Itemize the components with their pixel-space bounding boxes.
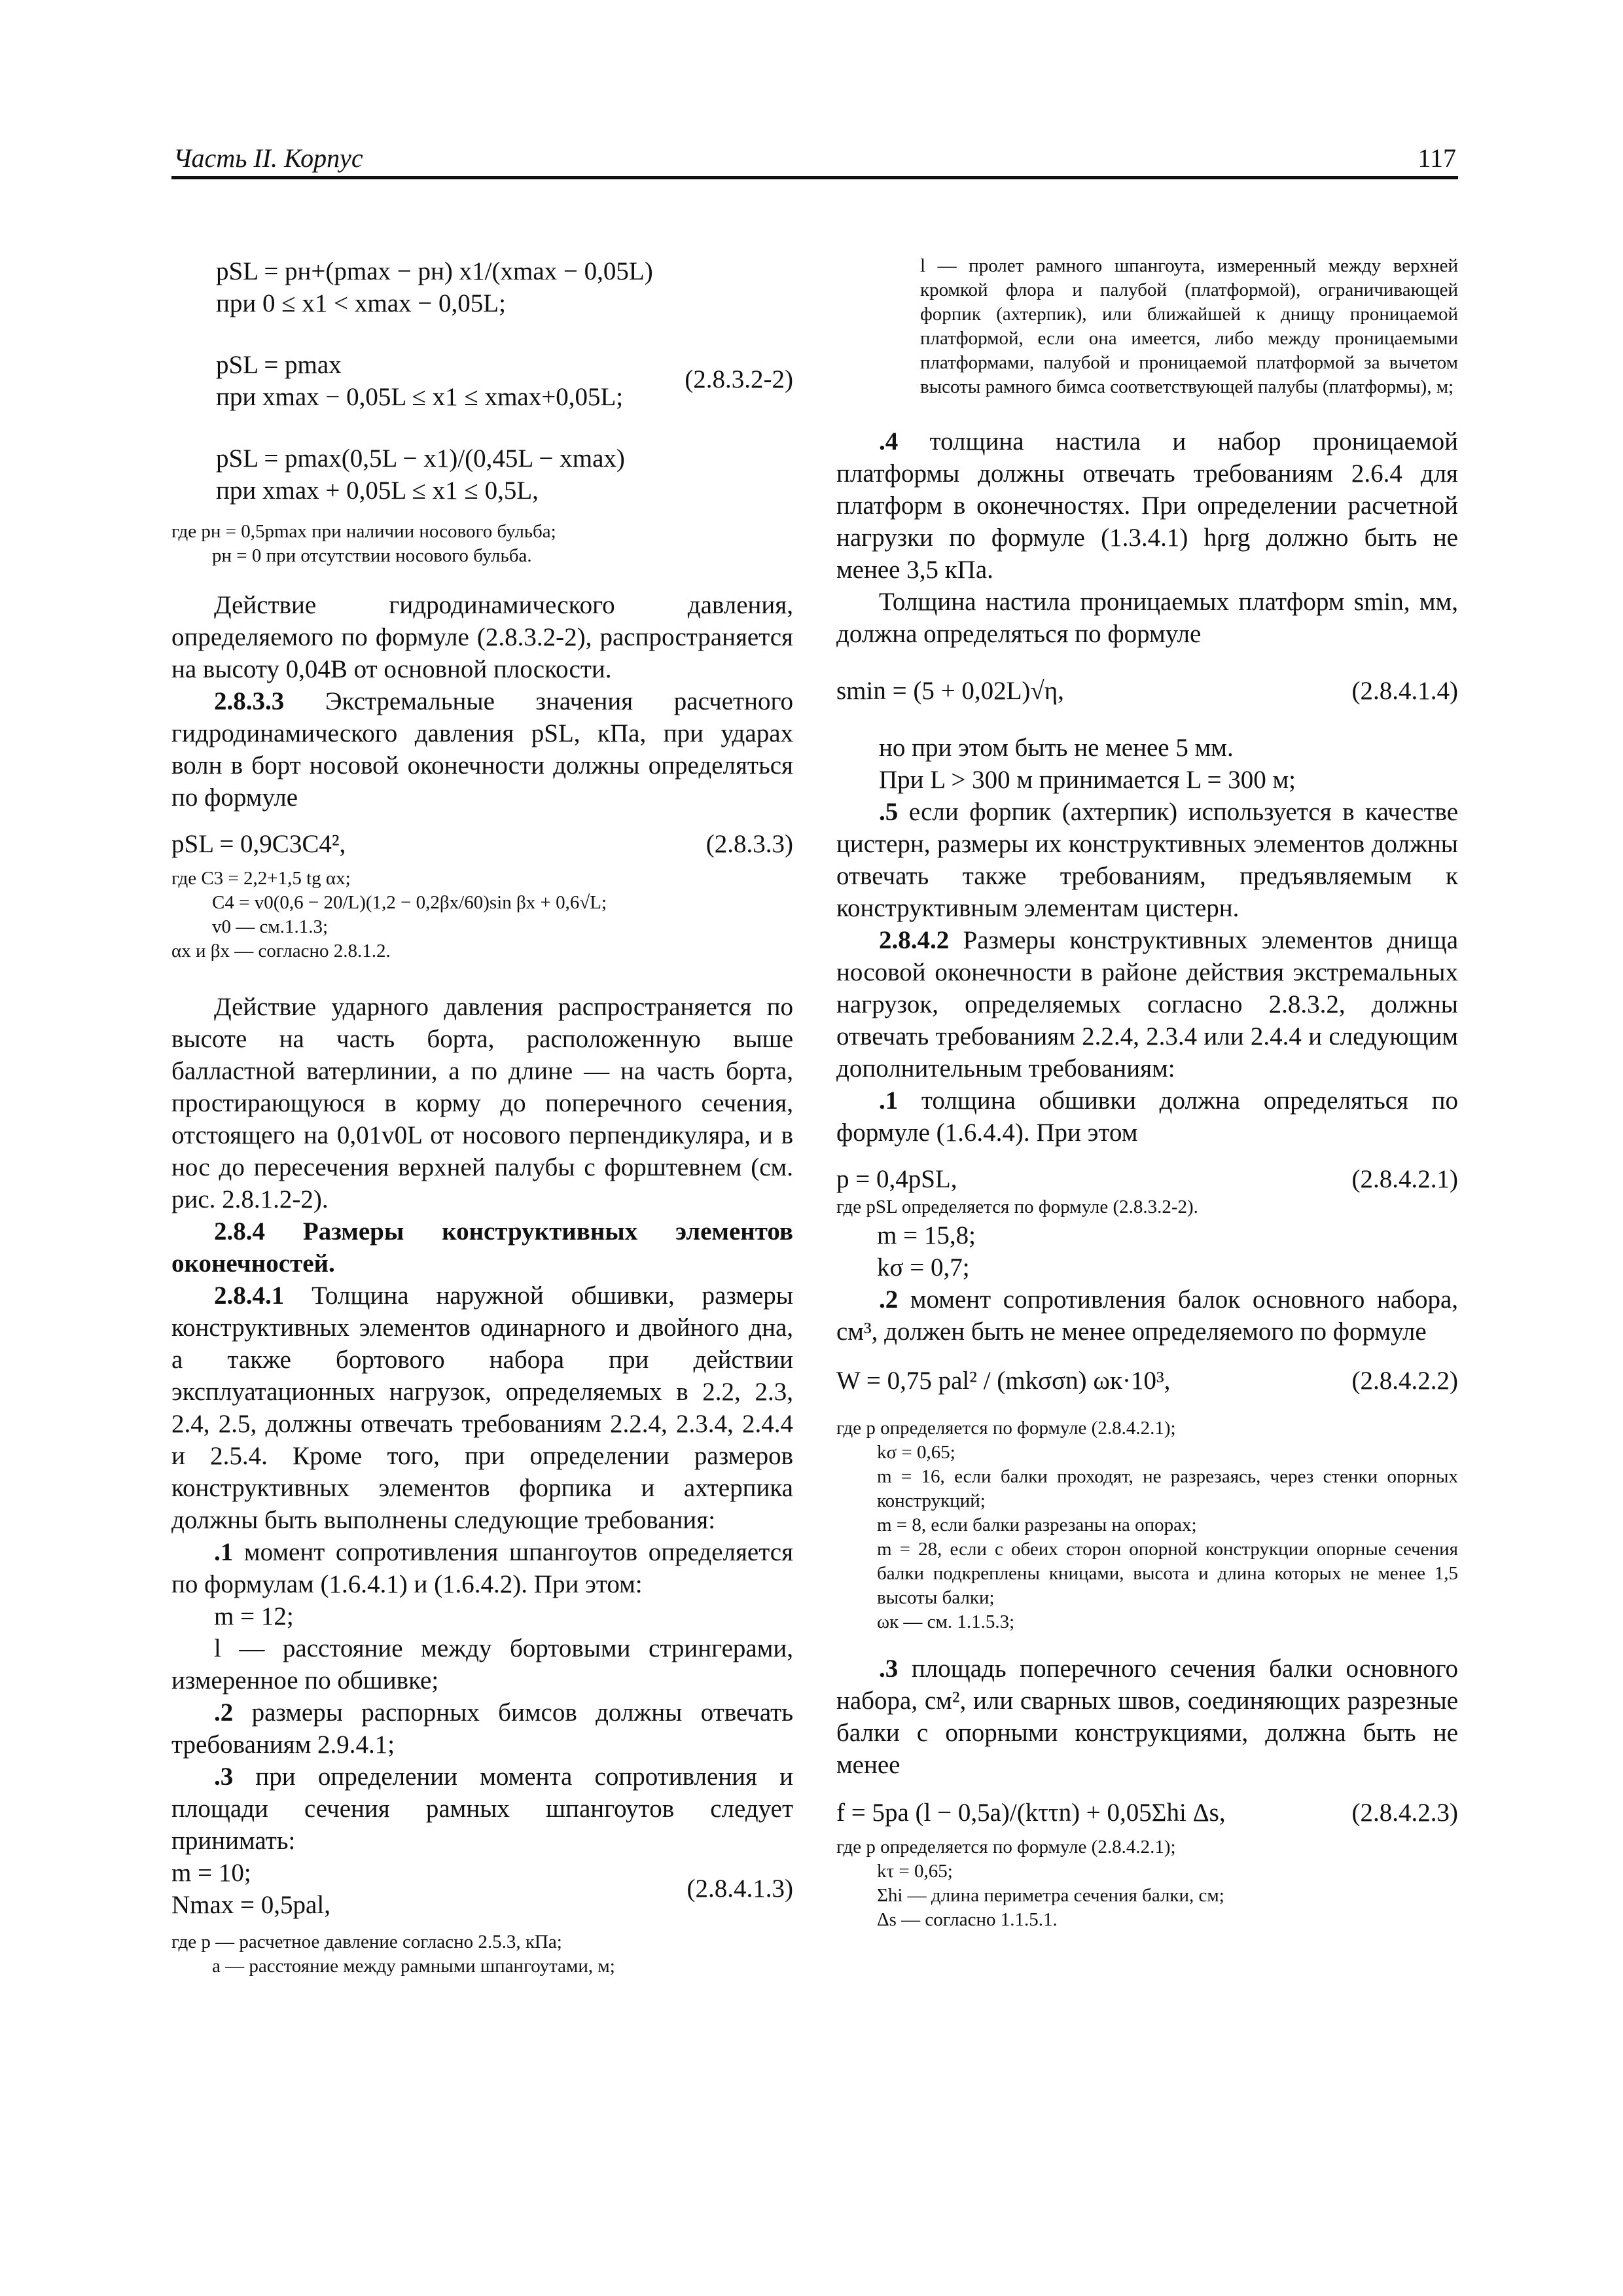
formula-number: (2.8.4.1.4) [1351, 677, 1458, 705]
paragraph: момент сопротивления шпангоутов определяется по формулам (1.6.4.1) и (1.6.4.2). При этом: [171, 1538, 794, 1598]
paragraph: площадь поперечного сечения балки основного набора, см², или сварных швов, соединяющих разрезные балки с опорными конструкциями, должна быть не менее [836, 1655, 1458, 1779]
where-note: C4 = v0(0,6 − 20/L)(1,2 − 0,2βx/60)sin βx + 0,6√L; [212, 892, 607, 913]
paragraph: момент сопротивления балок основного набора, см³, должен быть не менее определяемого по формуле [836, 1285, 1458, 1346]
paragraph: Размеры конструктивных элементов днища носовой оконечности в районе действия экстремальных нагрузок, определяемых согласно 2.8.3.2, должны отвечать требованиям 2.2.4, 2.3.4 или 2.4.4 и следующим дополнительным требованиям: [836, 926, 1458, 1083]
right-column [836, 196, 1458, 1932]
paragraph: При L > 300 м принимается L = 300 м; [879, 766, 1296, 794]
formula-number: (2.8.4.2.1) [1351, 1165, 1458, 1193]
formula-pSL-case3 [171, 442, 793, 507]
section-number: 2.8.3.3 [214, 687, 285, 715]
where-note: kσ = 0,65; [877, 1442, 955, 1463]
running-header-title: Часть II. Корпус [173, 143, 363, 173]
item-number: .5 [879, 798, 899, 826]
formula-text: f = 5pa (l − 0,5a)/(kττn) + 0,05Σhi Δs, [836, 1799, 1226, 1827]
formula-2-8-4-1-4 [836, 675, 1458, 707]
formula-text: pSL = 0,9C3C4², [171, 830, 346, 858]
formula-pSL-case1 [171, 255, 793, 319]
section-title: Размеры конструктивных элементов оконечностей. [171, 1217, 793, 1278]
formula-pSL-case2 [171, 349, 793, 413]
item-number: .4 [879, 427, 899, 456]
paragraph: m = 12; [214, 1602, 294, 1630]
page-number: 117 [1418, 143, 1456, 173]
where-note: где p определяется по формуле (2.8.4.2.1); [836, 1418, 1176, 1439]
formula-text: Nmax = 0,5pal, [171, 1891, 330, 1919]
paragraph: при определении момента сопротивления и площади сечения рамных шпангоутов следует принимать: [171, 1763, 793, 1855]
item-number: .1 [879, 1086, 899, 1115]
where-note: где C3 = 2,2+1,5 tg αx; [171, 868, 351, 889]
formula-number: (2.8.4.2.3) [1351, 1799, 1458, 1827]
formula-condition: при 0 ≤ x1 < xmax − 0,05L; [216, 289, 506, 317]
formula-text: pSL = pн+(pmax − pн) x1/(xmax − 0,05L) [216, 257, 653, 285]
paragraph: Действие ударного давления распространяется по высоте на часть борта, расположенную выше балластной ватерлинии, а по длине — на часть борта, простирающуюся в корму до поперечного сечения, отстоящего на 0,01v0L от носового перпендикуляра, и в нос до пересечения верхней палубы с форштевнем (см. рис. 2.8.1.2-2). [171, 993, 793, 1213]
formula-text: pSL = pmax [216, 351, 342, 379]
formula-number: (2.8.4.2.2) [1351, 1367, 1458, 1395]
formula-condition: при xmax − 0,05L ≤ x1 ≤ xmax+0,05L; [216, 383, 624, 411]
where-note: где pSL определяется по формуле (2.8.3.2-2). [836, 1196, 1198, 1217]
item-number: .1 [214, 1538, 234, 1566]
where-note: m = 28, если с обеих сторон опорной конструкции опорные сечения балки подкреплены кницами, высота и длина которых не менее 1,5 высоты балки; [877, 1539, 1458, 1608]
paragraph: толщина обшивки должна определяться по формуле (1.6.4.4). При этом [836, 1086, 1458, 1147]
paragraph: толщина настила и набор проницаемой платформы должны отвечать требованиям 2.6.4 для платформ в оконечностях. При определении расчетной нагрузки по формуле (1.3.4.1) hρrg должно быть не менее 3,5 кПа. [836, 427, 1458, 584]
left-column [171, 196, 793, 1979]
section-number: 2.8.4 [214, 1217, 265, 1246]
formula-2-8-4-2-2 [836, 1365, 1458, 1397]
paragraph: Действие гидродинамического давления, определяемого по формуле (2.8.3.2-2), распространяется на высоту 0,04B от основной плоскости. [171, 591, 793, 683]
paragraph: l — расстояние между бортовыми стрингерами, измеренное по обшивке; [171, 1634, 793, 1695]
item-number: .2 [879, 1285, 899, 1314]
where-note: Δs — согласно 1.1.5.1. [877, 1909, 1058, 1930]
formula-text: pSL = pmax(0,5L − x1)/(0,45L − xmax) [216, 444, 625, 473]
section-number: 2.8.4.1 [214, 1282, 285, 1310]
where-note: где p — расчетное давление согласно 2.5.3, кПа; [171, 1931, 562, 1952]
where-note: m = 16, если балки проходят, не разрезаясь, через стенки опорных конструкций; [877, 1466, 1458, 1511]
where-note: a — расстояние между рамными шпангоутами, м; [212, 1956, 615, 1977]
where-note: где p определяется по формуле (2.8.4.2.1); [836, 1837, 1176, 1857]
formula-2-8-4-1-3 [171, 1857, 793, 1921]
section-number: 2.8.4.2 [879, 926, 950, 954]
formula-2-8-4-2-3 [836, 1797, 1458, 1829]
formula-2-8-3-3 [171, 828, 793, 860]
formula-text: kσ = 0,7; [877, 1253, 970, 1282]
where-note: m = 8, если балки разрезаны на опорах; [877, 1515, 1197, 1535]
formula-coefficients [836, 1219, 1458, 1283]
where-note: ωк — см. 1.1.5.3; [877, 1611, 1015, 1632]
formula-number: (2.8.3.2-2) [685, 365, 793, 393]
formula-condition: при xmax + 0,05L ≤ x1 ≤ 0,5L, [216, 476, 539, 505]
paragraph: Экстремальные значения расчетного гидродинамического давления pSL, кПа, при ударах волн в борт носовой оконечности должны определяться по формуле [171, 687, 793, 812]
where-note: αx и βx — согласно 2.8.1.2. [171, 941, 391, 961]
formula-text: smin = (5 + 0,02L)√η, [836, 677, 1064, 705]
paragraph: если форпик (ахтерпик) используется в качестве цистерн, размеры их конструктивных элементов должны отвечать также требованиям, предъявляемым к конструктивным элементам цистерн. [836, 798, 1459, 922]
item-number: .3 [214, 1763, 234, 1791]
where-note: pн = 0 при отсутствии носового бульба. [212, 545, 532, 566]
formula-text: m = 10; [171, 1859, 251, 1887]
paragraph: Толщина настила проницаемых платформ smin, мм, должна определяться по формуле [836, 588, 1458, 648]
header-rule [171, 176, 1458, 179]
paragraph: размеры распорных бимсов должны отвечать требованиям 2.9.4.1; [171, 1698, 794, 1759]
where-note: Σhi — длина периметра сечения балки, см; [877, 1885, 1224, 1906]
where-note: l — пролет рамного шпангоута, измеренный между верхней кромкой флора и палубой (платформой), ограничивающей форпик (ахтерпик), или ближайшей к днищу проницаемой платформой, если она имеется, либо между проницаемыми платформами, палубой и проницаемой платформой за вычетом высоты рамного бимса соответствующей палубы (платформы), м; [920, 255, 1458, 397]
formula-text: m = 15,8; [877, 1221, 976, 1249]
where-note: kτ = 0,65; [877, 1861, 953, 1882]
formula-2-8-4-2-1 [836, 1163, 1458, 1195]
formula-text: W = 0,75 pal² / (mkσσn) ωк·10³, [836, 1367, 1171, 1395]
formula-number: (2.8.3.3) [705, 830, 793, 858]
item-number: .2 [214, 1698, 234, 1727]
item-number: .3 [879, 1655, 899, 1683]
where-note: v0 — см.1.1.3; [212, 916, 329, 937]
formula-number: (2.8.4.1.3) [687, 1874, 793, 1903]
where-note: где pн = 0,5pmax при наличии носового бульба; [171, 521, 556, 542]
formula-text: p = 0,4pSL, [836, 1165, 957, 1193]
paragraph: но при этом быть не менее 5 мм. [879, 734, 1234, 762]
paragraph: Толщина наружной обшивки, размеры конструктивных элементов одинарного и двойного дна, а также бортового набора при действии эксплуатационных нагрузок, определяемых в 2.2, 2.3, 2.4, 2.5, должны отвечать требованиям 2.2.4, 2.3.4, 2.4.4 и 2.5.4. Кроме того, при определении размеров конструктивных элементов форпика и ахтерпика должны быть выполнены следующие требования: [171, 1282, 793, 1534]
